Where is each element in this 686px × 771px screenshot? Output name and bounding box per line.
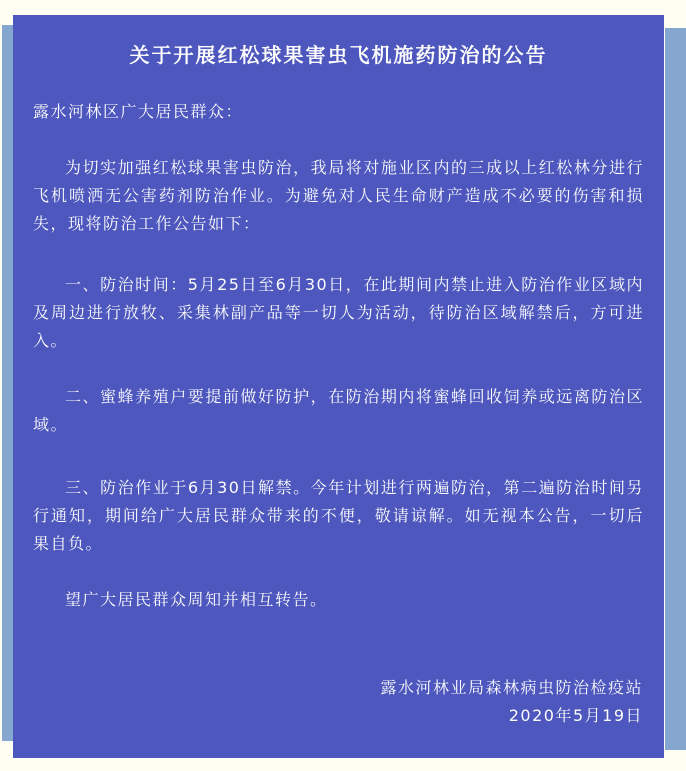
signoff-block <box>33 674 644 730</box>
paragraph-item-2: 二、蜜蜂养殖户要提前做好防护，在防治期内将蜜蜂回收饲养或远离防治区域。 <box>33 387 644 434</box>
paragraph-intro: 为切实加强红松球果害虫防治，我局将对施业区内的三成以上红松林分进行飞机喷洒无公害药剂防治作业。为避免对人民生命财产造成不必要的伤害和损失，现将防治工作公告如下： <box>33 158 644 233</box>
greeting-line: 露水河林区广大居民群众： <box>33 102 244 121</box>
right-accent-strip <box>665 28 686 750</box>
paragraph-item-3: 三、防治作业于6月30日解禁。今年计划进行两遍防治，第二遍防治时间另行通知，期间给广大居民群众带来的不便，敬请谅解。如无视本公告，一切后果自负。 <box>33 478 644 553</box>
notice-panel <box>13 15 664 758</box>
date-line: 2020年5月19日 <box>508 706 643 725</box>
left-accent-strip <box>2 25 13 741</box>
notice-title: 关于开展红松球果害虫飞机施药防治的公告 <box>129 43 548 67</box>
paragraph-closing: 望广大居民群众周知并相互转告。 <box>65 590 328 609</box>
paragraph-item-1: 一、防治时间：5月25日至6月30日，在此期间内禁止进入防治作业区域内及周边进行放牧、采集林副产品等一切人为活动，待防治区域解禁后，方可进入。 <box>33 275 644 350</box>
signature-line: 露水河林业局森林病虫防治检疫站 <box>380 678 643 697</box>
